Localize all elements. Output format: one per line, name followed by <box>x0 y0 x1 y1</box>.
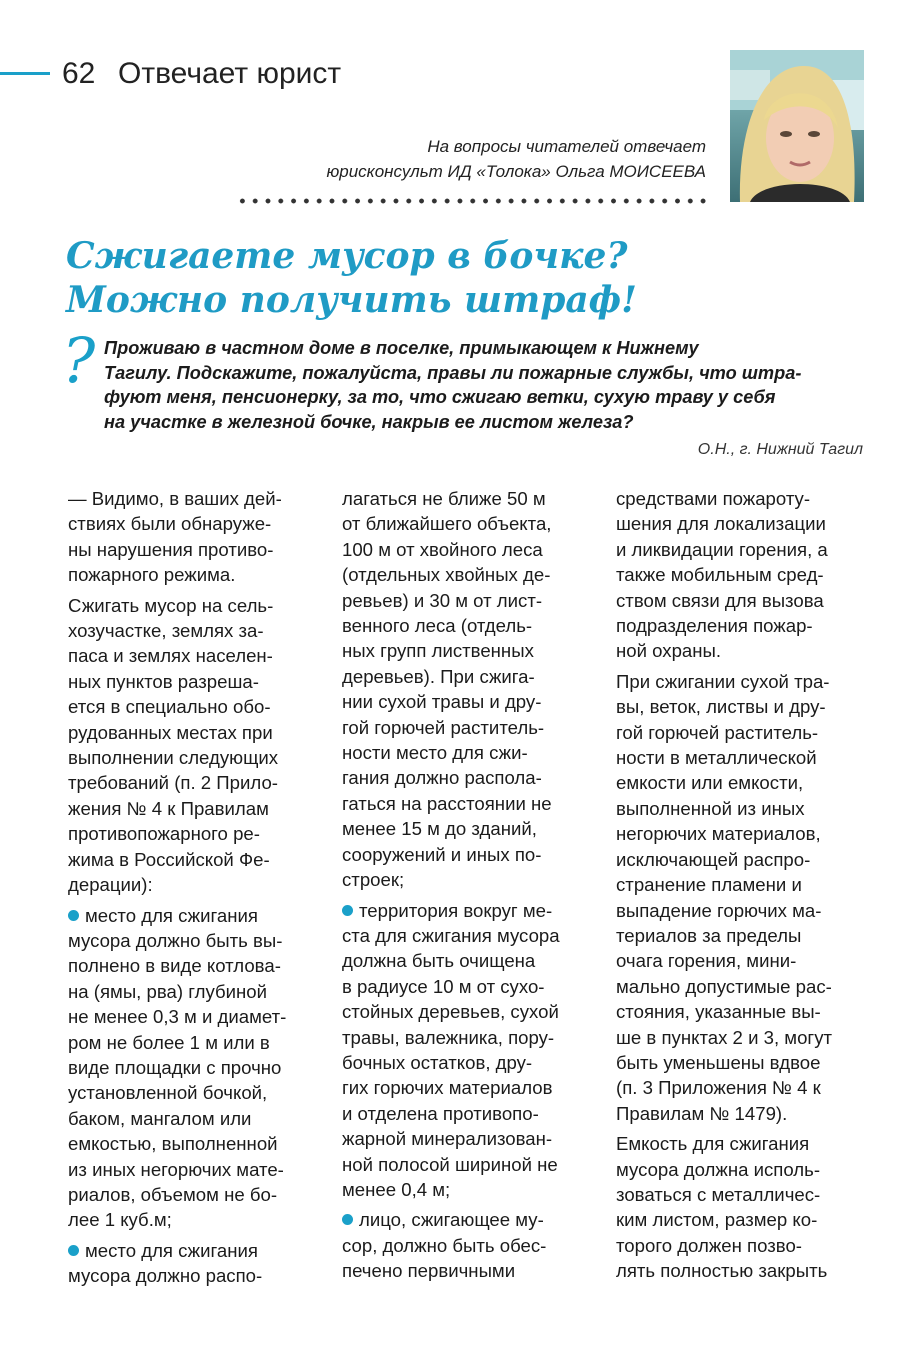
text-line <box>342 842 560 867</box>
text-line <box>616 1131 832 1156</box>
text-line-content: Правилам № 1479). <box>616 1102 788 1124</box>
bullet-icon <box>68 1245 79 1256</box>
text-line <box>616 1157 832 1182</box>
text-line-content: При сжигании сухой тра- <box>616 670 830 692</box>
text-line <box>616 1258 832 1283</box>
text-line <box>616 537 832 562</box>
text-line <box>68 1207 286 1232</box>
text-line-content: очага горения, мини- <box>616 950 797 972</box>
text-line-content: ны нарушения противо- <box>68 538 274 560</box>
text-line-content: быть уменьшены вдвое <box>616 1051 821 1073</box>
text-line-content: из иных негорючих мате- <box>68 1158 284 1180</box>
text-line <box>342 715 560 740</box>
text-line-content: сооружений и иных по- <box>342 843 542 865</box>
text-line <box>68 796 286 821</box>
text-line <box>616 1050 832 1075</box>
text-line-content: мусора должно распо- <box>68 1265 263 1287</box>
bullet-icon <box>68 910 79 921</box>
text-line <box>68 643 286 668</box>
text-line <box>68 847 286 872</box>
text-line-content: деревьев). При сжига- <box>342 665 535 687</box>
text-line-content: стойных деревьев, сухой <box>342 1001 559 1023</box>
text-line <box>616 796 832 821</box>
text-line-content: лять полностью закрыть <box>616 1260 828 1282</box>
text-line-content: ных групп лиственных <box>342 640 534 662</box>
text-line <box>616 1207 832 1232</box>
question-line: Тагилу. Подскажите, пожалуйста, правы ли пожарные службы, что штра- <box>104 362 802 383</box>
article-column-2 <box>342 486 560 1284</box>
text-line <box>616 613 832 638</box>
intro-line: юрисконсульт ИД «Толока» Ольга МОИСЕЕВА <box>326 162 706 181</box>
portrait-image <box>730 50 864 202</box>
text-line-content: мально допустимые рас- <box>616 975 832 997</box>
text-line-content: ности в металлической <box>616 747 817 769</box>
text-line-content: ром не более 1 м или в <box>68 1031 270 1053</box>
text-line <box>68 511 286 536</box>
text-line-content: ким листом, размер ко- <box>616 1209 818 1231</box>
text-line-content: зоваться с металличес- <box>616 1183 821 1205</box>
question-signature: О.Н., г. Нижний Тагил <box>697 441 863 458</box>
text-line-content: емкостью, выполненной <box>68 1133 278 1155</box>
text-line-content: (п. 3 Приложения № 4 к <box>616 1077 821 1099</box>
text-line-content: место для сжигания <box>85 1239 258 1261</box>
text-line-content: травы, валежника, пору- <box>342 1026 555 1048</box>
text-line-content: баком, мангалом или <box>68 1107 252 1129</box>
headline-line: Сжигаете мусор в бочке? <box>66 235 628 277</box>
text-line <box>68 1263 286 1288</box>
text-line <box>68 1004 286 1029</box>
text-line-content: мусора должна исполь- <box>616 1158 821 1180</box>
text-line <box>342 1126 560 1151</box>
section-title: Отвечает юрист <box>118 57 342 90</box>
text-line-content: лее 1 куб.м; <box>68 1209 172 1231</box>
text-line <box>68 720 286 745</box>
text-line <box>68 1030 286 1055</box>
text-line-content: виде площадки с прочно <box>68 1056 282 1078</box>
text-line <box>342 511 560 536</box>
text-line-content: ста для сжигания мусора <box>342 924 560 946</box>
header-rule <box>0 72 50 75</box>
text-line-content: гой горючей раститель- <box>616 721 819 743</box>
text-line <box>342 898 560 923</box>
text-line <box>342 948 560 973</box>
article-headline <box>66 234 637 322</box>
text-line-content: ности место для сжи- <box>342 742 528 764</box>
text-line-content: лицо, сжигающее му- <box>359 1209 544 1231</box>
text-line <box>68 979 286 1004</box>
text-line <box>342 740 560 765</box>
text-line <box>342 923 560 948</box>
text-line <box>68 1106 286 1131</box>
text-line-content: ных пунктов разреша- <box>68 670 259 692</box>
article-column-3 <box>616 486 832 1284</box>
text-line <box>68 694 286 719</box>
text-line-content: требований (п. 2 Прило- <box>68 772 278 794</box>
text-line <box>342 867 560 892</box>
text-line-content: хозучастке, землях за- <box>68 620 264 642</box>
text-line-content: гих горючих материалов <box>342 1077 553 1099</box>
bullet-icon <box>342 1214 353 1225</box>
text-line <box>68 1080 286 1105</box>
text-line <box>68 593 286 618</box>
text-line-content: выполнении следующих <box>68 747 279 769</box>
text-line-content: подразделения пожар- <box>616 615 813 637</box>
text-line-content: ше в пунктах 2 и 3, могут <box>616 1026 833 1048</box>
text-line-content: странение пламени и <box>616 874 802 896</box>
text-line-content: рудованных местах при <box>68 721 273 743</box>
text-line-content: — Видимо, в ваших дей- <box>68 488 282 509</box>
text-line <box>616 821 832 846</box>
text-line-content: пожарного режима. <box>68 564 236 586</box>
text-line <box>342 486 560 511</box>
text-line-content: менее 15 м до зданий, <box>342 818 537 840</box>
text-line <box>342 1101 560 1126</box>
text-line-content: ревьев) и 30 м от лист- <box>342 589 543 611</box>
text-line-content: жения № 4 к Правилам <box>68 797 269 819</box>
text-line <box>68 1131 286 1156</box>
text-line-content: установленной бочкой, <box>68 1082 268 1104</box>
text-line <box>616 948 832 973</box>
text-line-content: териалов за пределы <box>616 924 802 946</box>
text-line <box>342 613 560 638</box>
text-line-content: и ликвидации горения, а <box>616 538 828 560</box>
bullet-icon <box>342 905 353 916</box>
text-line <box>616 562 832 587</box>
text-line <box>616 486 832 511</box>
article-column-1 <box>68 486 286 1289</box>
intro-line: На вопросы читателей отвечает <box>427 137 706 156</box>
text-line-content: лагаться не ближе 50 м <box>342 488 546 509</box>
text-line <box>342 765 560 790</box>
text-line-content: должна быть очищена <box>342 950 536 972</box>
text-line-content: выпадение горючих ма- <box>616 899 822 921</box>
text-line <box>616 511 832 536</box>
text-line <box>68 562 286 587</box>
text-line <box>68 486 286 511</box>
text-line-content: и отделена противопо- <box>342 1102 539 1124</box>
text-line <box>68 669 286 694</box>
question-line: Проживаю в частном доме в поселке, примыкающем к Нижнему <box>104 338 699 358</box>
text-line <box>616 1233 832 1258</box>
text-line <box>68 928 286 953</box>
text-line <box>342 1025 560 1050</box>
text-line-content: паса и землях населен- <box>68 645 273 667</box>
text-line-content: на (ямы, рва) глубиной <box>68 980 267 1002</box>
text-line-content: гаться на расстоянии не <box>342 792 552 814</box>
text-line-content: гания должно распола- <box>342 767 542 789</box>
text-line <box>68 1055 286 1080</box>
text-line <box>342 974 560 999</box>
text-line-content: Емкость для сжигания <box>616 1133 810 1155</box>
text-line-content: ется в специально обо- <box>68 696 271 718</box>
text-line <box>68 537 286 562</box>
text-line-content: 100 м от хвойного леса <box>342 538 543 560</box>
text-line <box>68 745 286 770</box>
text-line <box>342 1177 560 1202</box>
text-line <box>616 588 832 613</box>
text-line-content: ством связи для вызова <box>616 589 824 611</box>
text-line-content: полнено в виде котлова- <box>68 955 281 977</box>
text-line <box>68 903 286 928</box>
text-line-content: от ближайшего объекта, <box>342 513 552 535</box>
text-line <box>68 1157 286 1182</box>
text-line-content: ной охраны. <box>616 640 722 662</box>
question-mark-icon: ? <box>62 324 96 397</box>
text-line <box>616 847 832 872</box>
text-line-content: печено первичными <box>342 1260 516 1282</box>
text-line-content: место для сжигания <box>85 904 258 926</box>
text-line-content: шения для локализации <box>616 513 826 535</box>
text-line-content: риалов, объемом не бо- <box>68 1183 278 1205</box>
text-line <box>616 999 832 1024</box>
text-line <box>616 974 832 999</box>
text-line <box>616 745 832 770</box>
text-line <box>342 664 560 689</box>
headline-line: Можно получить штраф! <box>66 279 637 321</box>
text-line-content: емкости или емкости, <box>616 772 804 794</box>
text-line <box>342 638 560 663</box>
text-line <box>616 872 832 897</box>
text-line-content: также мобильным сред- <box>616 564 824 586</box>
author-photo <box>730 50 864 202</box>
text-line-content: менее 0,4 м; <box>342 1178 451 1200</box>
text-line <box>342 1050 560 1075</box>
text-line-content: мусора должно быть вы- <box>68 929 283 951</box>
text-line-content: торого должен позво- <box>616 1234 802 1256</box>
question-line: фуют меня, пенсионерку, за то, что сжигаю ветки, сухую траву у себя <box>104 387 776 407</box>
text-line <box>616 638 832 663</box>
reader-question <box>104 336 864 434</box>
text-line-content: негорючих материалов, <box>616 823 821 845</box>
dotted-divider <box>236 194 708 208</box>
text-line-content: стояния, указанные вы- <box>616 1001 821 1023</box>
text-line <box>342 588 560 613</box>
text-line <box>68 1182 286 1207</box>
text-line-content: (отдельных хвойных де- <box>342 564 551 586</box>
text-line <box>616 694 832 719</box>
question-line: на участке в железной бочке, накрыв ее листом железа? <box>104 411 634 432</box>
text-line <box>616 669 832 694</box>
text-line <box>342 1207 560 1232</box>
text-line <box>342 537 560 562</box>
text-line-content: противопожарного ре- <box>68 823 260 845</box>
text-line <box>342 791 560 816</box>
text-line-content: бочных остатков, дру- <box>342 1051 533 1073</box>
text-line-content: нии сухой травы и дру- <box>342 691 542 713</box>
text-line <box>616 1101 832 1126</box>
text-line-content: ствиях были обнаруже- <box>68 513 272 535</box>
text-line <box>342 1258 560 1283</box>
text-line <box>68 1238 286 1263</box>
text-line-content: исключающей распро- <box>616 848 811 870</box>
text-line-content: территория вокруг ме- <box>359 899 553 921</box>
intro-text <box>326 134 706 184</box>
text-line <box>616 1182 832 1207</box>
text-line-content: вы, веток, листвы и дру- <box>616 696 826 718</box>
text-line-content: строек; <box>342 869 405 891</box>
text-line <box>342 1152 560 1177</box>
text-line-content: венного леса (отдель- <box>342 615 533 637</box>
text-line <box>68 953 286 978</box>
text-line <box>342 562 560 587</box>
text-line <box>342 816 560 841</box>
text-line <box>342 999 560 1024</box>
text-line <box>342 689 560 714</box>
page-number: 62 <box>62 57 96 90</box>
text-line <box>342 1075 560 1100</box>
text-line <box>616 923 832 948</box>
text-line <box>68 618 286 643</box>
text-line <box>68 770 286 795</box>
text-line-content: гой горючей раститель- <box>342 716 545 738</box>
text-line-content: выполненной из иных <box>616 797 805 819</box>
text-line <box>616 770 832 795</box>
text-line <box>342 1233 560 1258</box>
text-line <box>616 898 832 923</box>
text-line-content: жарной минерализован- <box>342 1128 553 1150</box>
text-line-content: дерации): <box>68 874 153 896</box>
text-line <box>68 821 286 846</box>
text-line-content: не менее 0,3 м и диамет- <box>68 1006 287 1028</box>
text-line-content: жима в Российской Фе- <box>68 848 270 870</box>
text-line <box>616 1075 832 1100</box>
text-line-content: ной полосой шириной не <box>342 1153 558 1175</box>
text-line <box>68 872 286 897</box>
text-line-content: средствами пожароту- <box>616 488 811 509</box>
text-line-content: Сжигать мусор на сель- <box>68 594 274 616</box>
text-line-content: в радиусе 10 м от сухо- <box>342 975 545 997</box>
text-line <box>616 720 832 745</box>
text-line-content: сор, должно быть обес- <box>342 1234 547 1256</box>
text-line <box>616 1025 832 1050</box>
